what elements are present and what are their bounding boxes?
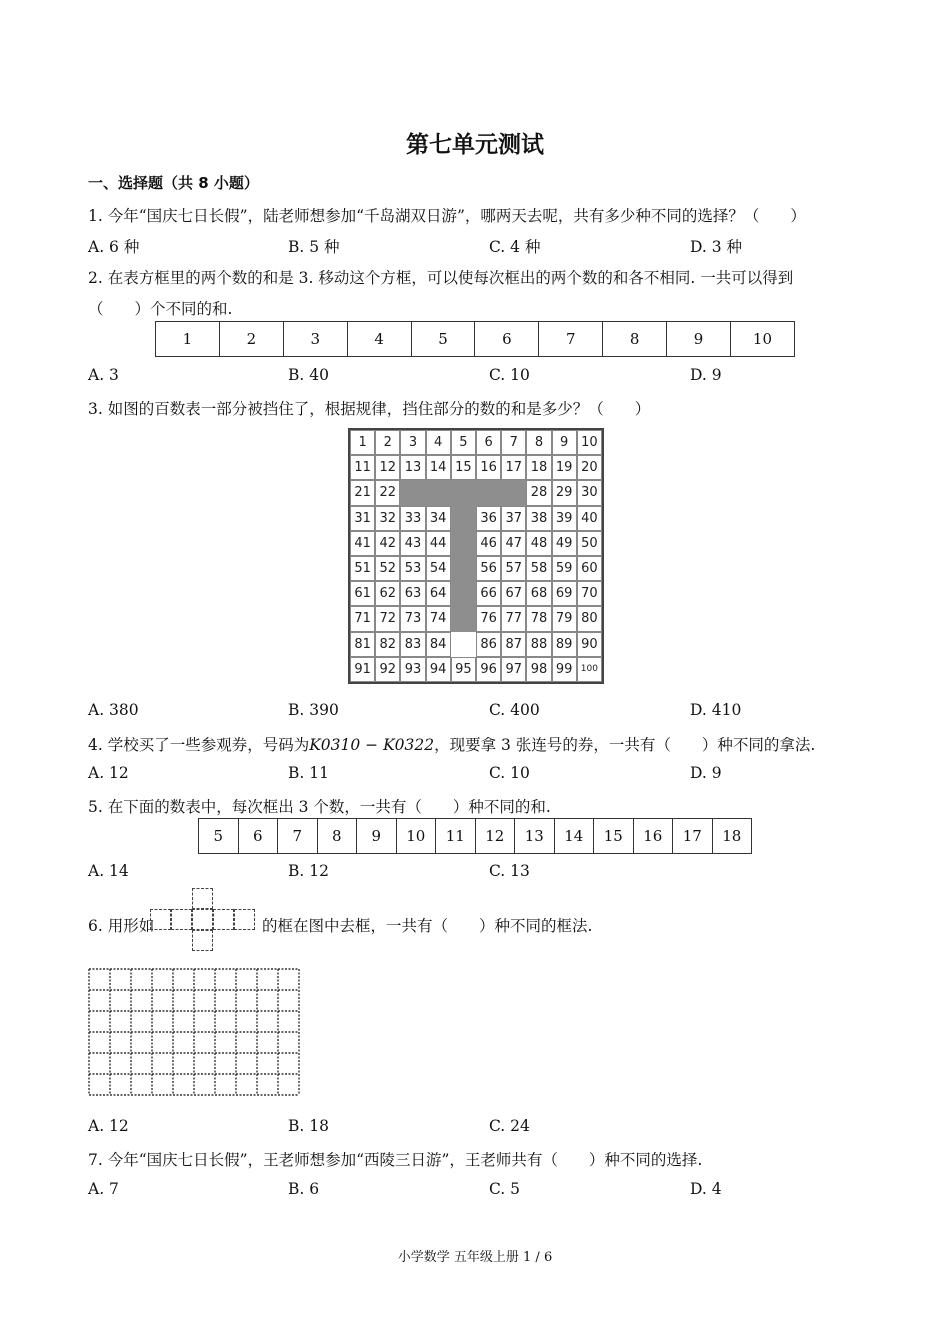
hundred-chart-cell: 42 xyxy=(375,531,400,556)
section-heading: 一、选择题（共 8 小题） xyxy=(88,174,259,192)
number-cell: 6 xyxy=(475,322,539,357)
number-cell: 7 xyxy=(278,819,318,854)
page-title: 第七单元测试 xyxy=(406,132,544,158)
hundred-chart-cell: 95 xyxy=(451,657,476,682)
q6-option-b: B. 18 xyxy=(288,1117,329,1135)
hundred-chart-cell: 18 xyxy=(526,455,551,480)
number-cell: 5 xyxy=(199,819,239,854)
hundred-chart-cell: 63 xyxy=(400,581,425,606)
hundred-chart-cell: 94 xyxy=(426,657,451,682)
q3-option-c: C. 400 xyxy=(489,701,540,719)
number-cell: 4 xyxy=(347,322,411,357)
hundred-chart-cell: 43 xyxy=(400,531,425,556)
q1-option-a: A. 6 种 xyxy=(88,238,140,256)
number-cell: 8 xyxy=(317,819,357,854)
number-cell: 1 xyxy=(156,322,220,357)
hundred-chart-cell: 80 xyxy=(577,606,602,631)
q4-option-a: A. 12 xyxy=(88,764,129,782)
hundred-chart-cell: 20 xyxy=(577,455,602,480)
q5-option-b: B. 12 xyxy=(288,862,329,880)
question-6-post: 的框在图中去框，一共有（ ）种不同的框法. xyxy=(262,917,593,935)
hundred-chart-cell: 39 xyxy=(552,506,577,531)
hundred-chart-cell: 70 xyxy=(577,581,602,606)
hundred-chart-cell: 83 xyxy=(400,632,425,657)
number-cell: 10 xyxy=(731,322,795,357)
q7-option-b: B. 6 xyxy=(288,1180,320,1198)
hundred-chart-cell: 12 xyxy=(375,455,400,480)
hidden-area xyxy=(400,480,526,505)
hundred-chart-cell: 84 xyxy=(426,632,451,657)
hundred-chart xyxy=(348,428,604,684)
question-4 xyxy=(88,733,815,755)
q4-text-post: ，现要拿 3 张连号的券，一共有（ ）种不同的拿法. xyxy=(434,736,816,754)
hundred-chart-cell: 99 xyxy=(552,657,577,682)
question-7: 7. 今年“国庆七日长假”，王老师想参加“西陵三日游”，王老师共有（ ）种不同的选择. xyxy=(88,1151,703,1169)
q4-ticket-range: K0310 − K0322 xyxy=(309,736,435,754)
hundred-chart-cell: 97 xyxy=(501,657,526,682)
hundred-chart-cell: 90 xyxy=(577,632,602,657)
hundred-chart-cell: 30 xyxy=(577,480,602,505)
number-cell: 2 xyxy=(219,322,283,357)
hundred-chart-cell: 4 xyxy=(426,430,451,455)
hundred-chart-cell: 96 xyxy=(476,657,501,682)
hundred-chart-cell: 28 xyxy=(526,480,551,505)
hundred-chart-cell: 49 xyxy=(552,531,577,556)
hundred-chart-cell: 88 xyxy=(526,632,551,657)
q5-option-a: A. 14 xyxy=(88,862,129,880)
number-cell: 16 xyxy=(633,819,673,854)
number-cell: 17 xyxy=(673,819,713,854)
hundred-chart-cell: 14 xyxy=(426,455,451,480)
q4-option-d: D. 9 xyxy=(690,764,722,782)
hundred-chart-cell: 8 xyxy=(526,430,551,455)
hundred-chart-cell: 81 xyxy=(350,632,375,657)
hundred-chart-cell: 56 xyxy=(476,556,501,581)
q1-option-b: B. 5 种 xyxy=(288,238,340,256)
q6-option-c: C. 24 xyxy=(489,1117,530,1135)
q2-option-c: C. 10 xyxy=(489,366,530,384)
q7-option-c: C. 5 xyxy=(489,1180,521,1198)
q7-option-a: A. 7 xyxy=(88,1180,119,1198)
hundred-chart-cell: 64 xyxy=(426,581,451,606)
q6-grid xyxy=(88,968,302,1096)
q6-option-a: A. 12 xyxy=(88,1117,129,1135)
hidden-area xyxy=(451,506,476,632)
hundred-chart-cell: 33 xyxy=(400,506,425,531)
hundred-chart-cell: 5 xyxy=(451,430,476,455)
hundred-chart-cell: 98 xyxy=(526,657,551,682)
hundred-chart-cell: 57 xyxy=(501,556,526,581)
hundred-chart-cell: 77 xyxy=(501,606,526,631)
hundred-chart-cell: 9 xyxy=(552,430,577,455)
hundred-chart-cell: 36 xyxy=(476,506,501,531)
hundred-chart-cell: 41 xyxy=(350,531,375,556)
q4-option-c: C. 10 xyxy=(489,764,530,782)
q3-option-b: B. 390 xyxy=(288,701,339,719)
hundred-chart-cell: 78 xyxy=(526,606,551,631)
number-cell: 7 xyxy=(539,322,603,357)
number-cell: 18 xyxy=(712,819,752,854)
q5-option-c: C. 13 xyxy=(489,862,530,880)
hundred-chart-cell: 100 xyxy=(577,657,602,682)
q2-option-a: A. 3 xyxy=(88,366,119,384)
hundred-chart-cell: 89 xyxy=(552,632,577,657)
question-3: 3. 如图的百数表一部分被挡住了，根据规律，挡住部分的数的和是多少？（ ） xyxy=(88,400,651,418)
hundred-chart-cell: 51 xyxy=(350,556,375,581)
question-5: 5. 在下面的数表中，每次框出 3 个数，一共有（ ）种不同的和. xyxy=(88,798,551,816)
hundred-chart-cell: 3 xyxy=(400,430,425,455)
hundred-chart-cell: 19 xyxy=(552,455,577,480)
question-1: 1. 今年“国庆七日长假”，陆老师想参加“千岛湖双日游”，哪两天去呢，共有多少种不同的选择？（ ） xyxy=(88,207,806,225)
hundred-chart-cell: 69 xyxy=(552,581,577,606)
q5-number-table xyxy=(198,818,752,854)
hundred-chart-cell: 46 xyxy=(476,531,501,556)
q2-option-b: B. 40 xyxy=(288,366,329,384)
number-cell: 14 xyxy=(554,819,594,854)
hundred-chart-cell: 48 xyxy=(526,531,551,556)
q3-option-a: A. 380 xyxy=(88,701,139,719)
hundred-chart-cell: 50 xyxy=(577,531,602,556)
hundred-chart-cell: 2 xyxy=(375,430,400,455)
hundred-chart-cell: 87 xyxy=(501,632,526,657)
q2-option-d: D. 9 xyxy=(690,366,722,384)
q7-option-d: D. 4 xyxy=(690,1180,722,1198)
number-cell: 8 xyxy=(603,322,667,357)
hundred-chart-cell: 29 xyxy=(552,480,577,505)
question-2-line-1: 2. 在表方框里的两个数的和是 3. 移动这个方框，可以使每次框出的两个数的和各不相同. 一共可以得到 xyxy=(88,269,794,287)
hundred-chart-cell: 1 xyxy=(350,430,375,455)
hundred-chart-cell: 6 xyxy=(476,430,501,455)
q1-option-c: C. 4 种 xyxy=(489,238,541,256)
hundred-chart-cell: 66 xyxy=(476,581,501,606)
hundred-chart-cell: 47 xyxy=(501,531,526,556)
q3-option-d: D. 410 xyxy=(690,701,742,719)
hundred-chart-cell: 59 xyxy=(552,556,577,581)
hundred-chart-cell: 17 xyxy=(501,455,526,480)
hundred-chart-cell: 40 xyxy=(577,506,602,531)
number-cell: 11 xyxy=(436,819,476,854)
hundred-chart-cell: 7 xyxy=(501,430,526,455)
number-cell: 3 xyxy=(283,322,347,357)
hundred-chart-cell: 21 xyxy=(350,480,375,505)
q4-option-b: B. 11 xyxy=(288,764,329,782)
cross-shape-frame xyxy=(150,886,262,954)
hundred-chart-cell: 10 xyxy=(577,430,602,455)
hundred-chart-cell: 38 xyxy=(526,506,551,531)
hundred-chart-cell: 32 xyxy=(375,506,400,531)
hundred-chart-cell: 58 xyxy=(526,556,551,581)
hundred-chart-cell: 67 xyxy=(501,581,526,606)
hundred-chart-cell: 44 xyxy=(426,531,451,556)
hundred-chart-cell: 31 xyxy=(350,506,375,531)
hundred-chart-cell: 61 xyxy=(350,581,375,606)
hundred-chart-cell: 13 xyxy=(400,455,425,480)
hundred-chart-cell: 71 xyxy=(350,606,375,631)
hundred-chart-cell: 11 xyxy=(350,455,375,480)
hundred-chart-cell: 68 xyxy=(526,581,551,606)
page-footer: 小学数学 五年级上册 1 / 6 xyxy=(397,1250,553,1265)
number-cell: 12 xyxy=(475,819,515,854)
hundred-chart-cell: 53 xyxy=(400,556,425,581)
hundred-chart-cell: 16 xyxy=(476,455,501,480)
hundred-chart-cell: 52 xyxy=(375,556,400,581)
hundred-chart-cell: 93 xyxy=(400,657,425,682)
number-cell: 5 xyxy=(411,322,475,357)
number-cell: 13 xyxy=(515,819,555,854)
q4-text-pre: 4. 学校买了一些参观券，号码为 xyxy=(88,736,310,754)
q2-number-table xyxy=(155,321,795,357)
hundred-chart-cell: 82 xyxy=(375,632,400,657)
number-cell: 6 xyxy=(238,819,278,854)
hundred-chart-cell: 15 xyxy=(451,455,476,480)
number-cell: 10 xyxy=(396,819,436,854)
number-cell: 9 xyxy=(667,322,731,357)
hundred-chart-cell: 72 xyxy=(375,606,400,631)
hundred-chart-cell: 92 xyxy=(375,657,400,682)
hundred-chart-cell: 76 xyxy=(476,606,501,631)
hundred-chart-cell: 62 xyxy=(375,581,400,606)
number-cell: 9 xyxy=(357,819,397,854)
hundred-chart-cell: 73 xyxy=(400,606,425,631)
q1-option-d: D. 3 种 xyxy=(690,238,743,256)
hundred-chart-cell: 91 xyxy=(350,657,375,682)
hundred-chart-cell: 34 xyxy=(426,506,451,531)
hundred-chart-cell: 79 xyxy=(552,606,577,631)
question-6-pre: 6. 用形如 xyxy=(88,917,155,935)
hundred-chart-cell: 60 xyxy=(577,556,602,581)
number-cell: 15 xyxy=(594,819,634,854)
hundred-chart-cell: 22 xyxy=(375,480,400,505)
hundred-chart-cell: 54 xyxy=(426,556,451,581)
hundred-chart-cell: 86 xyxy=(476,632,501,657)
hundred-chart-cell: 74 xyxy=(426,606,451,631)
question-2-line-2: （ ）个不同的和. xyxy=(88,300,233,318)
hundred-chart-cell: 37 xyxy=(501,506,526,531)
